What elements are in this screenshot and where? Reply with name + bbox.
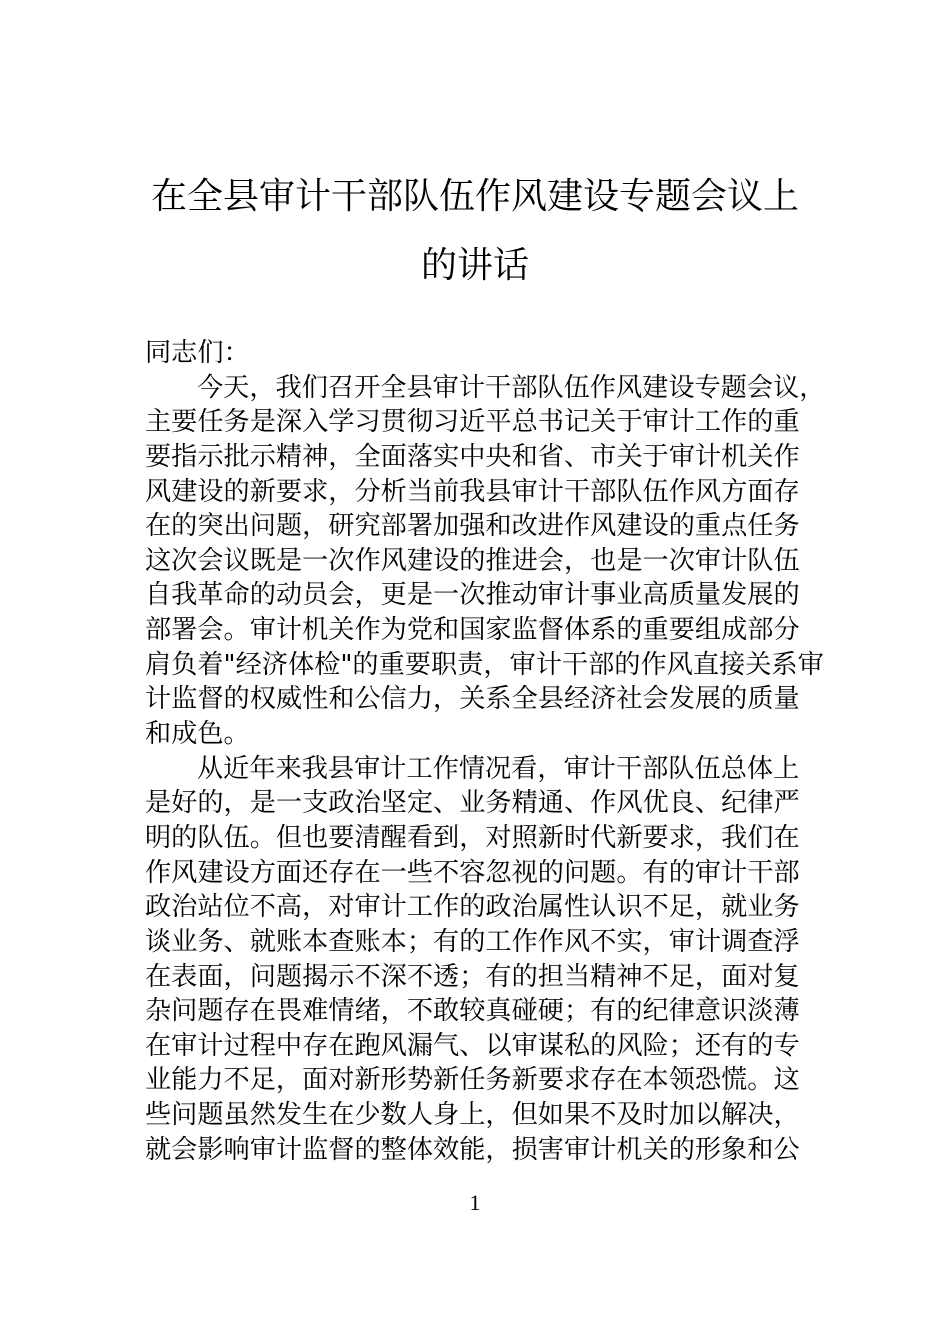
body-text-line: 主要任务是深入学习贯彻习近平总书记关于审计工作的重 bbox=[145, 407, 800, 438]
body-text-line: 杂问题存在畏难情绪，不敢较真碰硬；有的纪律意识淡薄 bbox=[145, 996, 800, 1027]
document-body bbox=[145, 336, 825, 1167]
body-text-line: 部署会。审计机关作为党和国家监督体系的重要组成部分 bbox=[145, 615, 800, 646]
document-title-line-1: 在全县审计干部队伍作风建设专题会议上 bbox=[150, 176, 799, 217]
body-text-line: 政治站位不高，对审计工作的政治属性认识不足，就业务 bbox=[145, 892, 800, 923]
body-text-line: 在审计过程中存在跑风漏气、以审谋私的风险；还有的专 bbox=[145, 1030, 800, 1061]
body-text-line: 明的队伍。但也要清醒看到，对照新时代新要求，我们在 bbox=[145, 822, 800, 853]
body-text-line: 计监督的权威性和公信力，关系全县经济社会发展的质量 bbox=[145, 684, 800, 715]
body-text-line: 自我革命的动员会，更是一次推动审计事业高质量发展的 bbox=[145, 580, 800, 611]
body-text-line: 肩负着"经济体检"的重要职责，审计干部的作风直接关系审 bbox=[145, 649, 824, 680]
body-text-line: 和成色。 bbox=[145, 719, 250, 750]
body-text-line: 要指示批示精神，全面落实中央和省、市关于审计机关作 bbox=[145, 441, 800, 472]
body-text-line: 业能力不足，面对新形势新任务新要求存在本领恐慌。这 bbox=[145, 1065, 800, 1096]
body-text-line: 是好的，是一支政治坚定、业务精通、作风优良、纪律严 bbox=[145, 788, 800, 819]
body-text-line: 风建设的新要求，分析当前我县审计干部队伍作风方面存 bbox=[145, 476, 800, 507]
body-text-line: 就会影响审计监督的整体效能，损害审计机关的形象和公 bbox=[145, 1134, 800, 1165]
body-text-line: 作风建设方面还存在一些不容忽视的问题。有的审计干部 bbox=[145, 857, 800, 888]
body-text-line: 在的突出问题，研究部署加强和改进作风建设的重点任务 bbox=[145, 511, 800, 542]
body-text-line: 同志们： bbox=[145, 338, 250, 368]
body-text-line: 些问题虽然发生在少数人身上，但如果不及时加以解决， bbox=[145, 1100, 800, 1131]
body-text-line: 谈业务、就账本查账本；有的工作作风不实，审计调查浮 bbox=[145, 926, 800, 957]
body-text-line: 这次会议既是一次作风建设的推进会，也是一次审计队伍 bbox=[145, 545, 800, 576]
body-text-line: 在表面，问题揭示不深不透；有的担当精神不足，面对复 bbox=[145, 961, 800, 992]
document-title-line-2: 的讲话 bbox=[420, 245, 529, 286]
body-text-line: 今天，我们召开全县审计干部队伍作风建设专题会议， bbox=[197, 372, 826, 403]
page-number: 1 bbox=[469, 1190, 481, 1215]
body-text-line: 从近年来我县审计工作情况看，审计干部队伍总体上 bbox=[197, 753, 800, 784]
